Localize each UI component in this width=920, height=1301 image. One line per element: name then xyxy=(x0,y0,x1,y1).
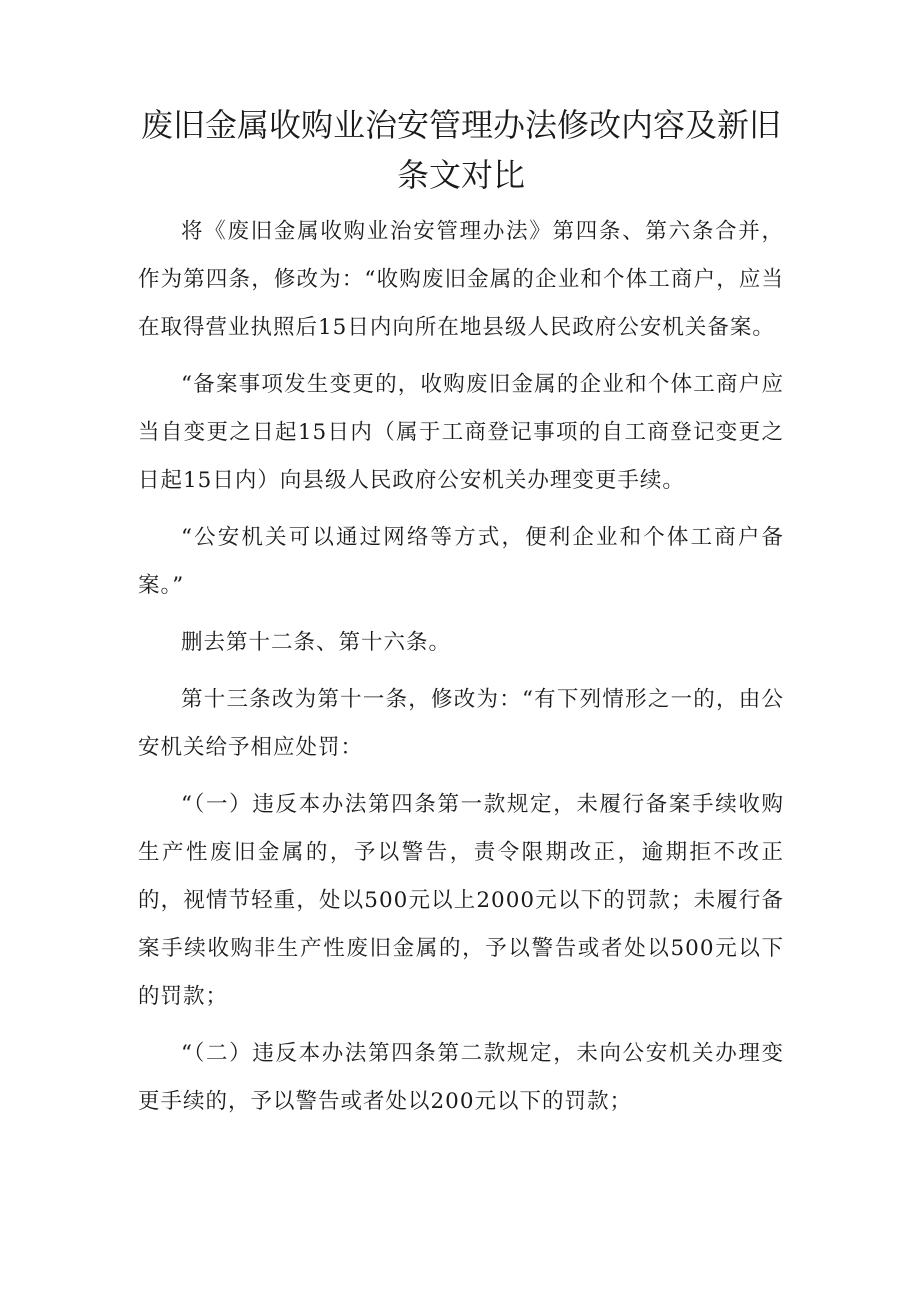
paragraph-7: “（二）违反本办法第四条第二款规定，未向公安机关办理变更手续的，予以警告或者处以200元以下的罚款； xyxy=(138,1041,784,1114)
document-page xyxy=(138,100,784,1135)
paragraph-6: “（一）违反本办法第四条第一款规定，未履行备案手续收购生产性废旧金属的，予以警告，责令限期改正，逾期拒不改正的，视情节轻重，处以500元以上2000元以下的罚款；未履行备案手续收购非生产性废旧金属的，予以警告或者处以500元以下的罚款； xyxy=(138,792,784,1009)
paragraph-3: “公安机关可以通过网络等方式，便利企业和个体工商户备案。” xyxy=(138,525,784,598)
paragraph-2: “备案事项发生变更的，收购废旧金属的企业和个体工商户应当自变更之日起15日内（属于工商登记事项的自工商登记变更之日起15日内）向县级人民政府公安机关办理变更手续。 xyxy=(138,372,784,493)
paragraph-4: 删去第十二条、第十六条。 xyxy=(181,630,452,655)
paragraph-5: 第十三条改为第十一条，修改为：“有下列情形之一的，由公安机关给予相应处罚： xyxy=(138,687,784,760)
paragraph-1: 将《废旧金属收购业治安管理办法》第四条、第六条合并，作为第四条，修改为：“收购废旧金属的企业和个体工商户，应当在取得营业执照后15日内向所在地县级人民政府公安机关备案。 xyxy=(138,219,784,340)
document-title: 废旧金属收购业治安管理办法修改内容及新旧条文对比 xyxy=(140,106,781,194)
